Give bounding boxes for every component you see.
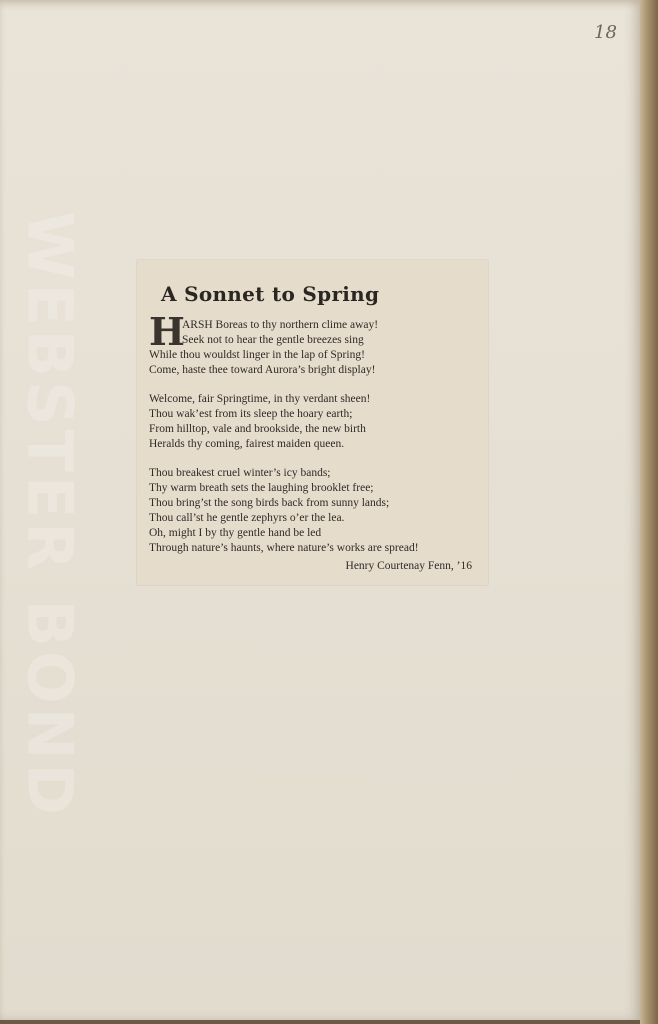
poem-line: Through nature’s haunts, where nature’s works are spread! [149, 542, 419, 554]
poem-line: Thou breakest cruel winter’s icy bands; [149, 467, 331, 479]
poem-line: ARSH Boreas to thy northern clime away! [182, 319, 379, 331]
poem-line: Oh, might I by thy gentle hand be led [149, 527, 322, 539]
author-attribution: Henry Courtenay Fenn, ’16 [345, 560, 472, 572]
poem-line: While thou wouldst linger in the lap of Spring! [149, 349, 365, 361]
poem-line: Come, haste thee toward Aurora’s bright display! [149, 364, 376, 376]
poem-line: Seek not to hear the gentle breezes sing [182, 334, 364, 346]
stanza-3 [149, 466, 476, 556]
page-number: 18 [594, 22, 617, 43]
poem-line: Thy warm breath sets the laughing brooklet free; [149, 482, 374, 494]
drop-cap-letter: H [149, 309, 185, 354]
poem-line: From hilltop, vale and brookside, the new birth [149, 423, 366, 435]
newspaper-clipping [137, 260, 488, 585]
stanza-1 [149, 309, 476, 378]
poem-line: Heralds thy coming, fairest maiden queen. [149, 438, 345, 450]
poem-title: A Sonnet to Spring [161, 282, 380, 306]
stanza-2 [149, 392, 476, 452]
paper-watermark: WEBSTER BOND [13, 211, 87, 819]
poem-line: Welcome, fair Springtime, in thy verdant sheen! [149, 393, 371, 405]
book-page-edge [640, 0, 658, 1024]
poem-line: Thou wak’est from its sleep the hoary earth; [149, 408, 353, 420]
poem-line: Thou call’st he gentle zephyrs o’er the lea. [149, 512, 345, 524]
poem-line: Thou bring’st the song birds back from sunny lands; [149, 497, 390, 509]
